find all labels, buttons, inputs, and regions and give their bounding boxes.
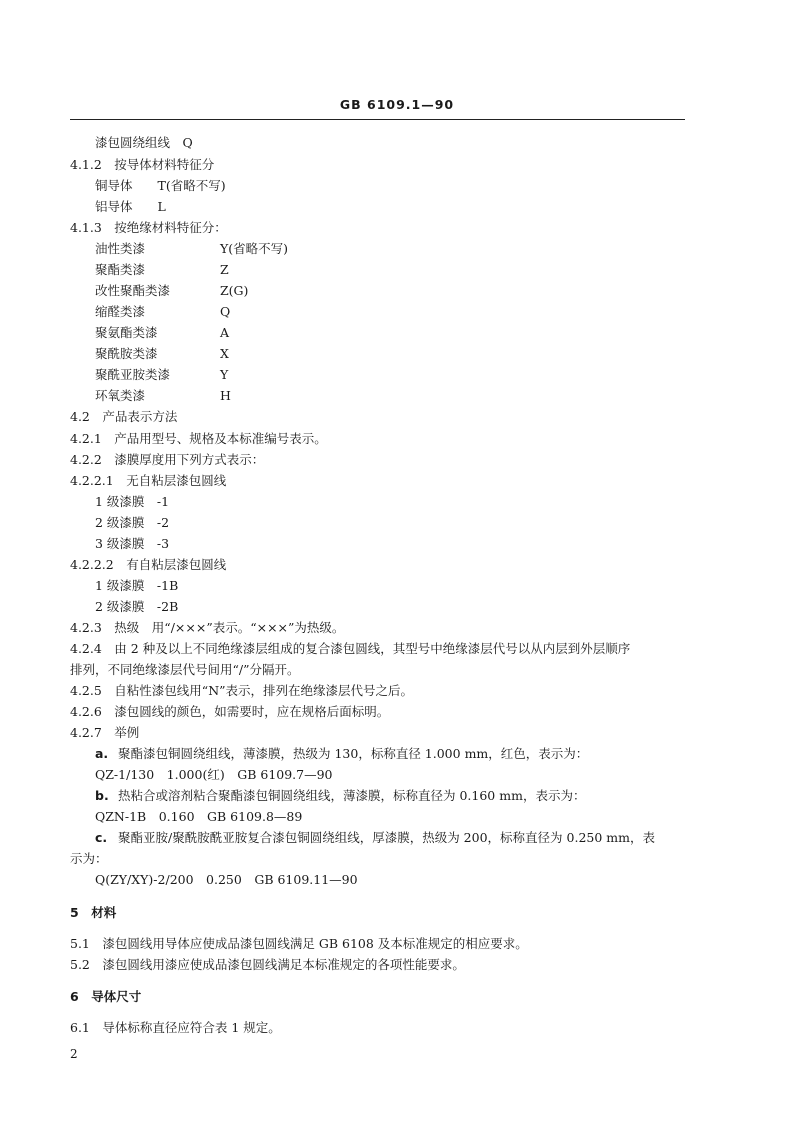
text-line: 1 级漆膜 -1B [95, 578, 179, 593]
text-line: 2 级漆膜 -2 [95, 515, 170, 530]
material-name: 聚氨酯类漆 [95, 325, 158, 340]
example-label: a. [95, 746, 109, 761]
material-name: 聚酰亚胺类漆 [95, 367, 171, 382]
text-line: Q(ZY/XY)-2/200 0.250 GB 6109.11—90 [95, 872, 358, 887]
clause-4-2-5: 4.2.5 自粘性漆包线用“N”表示，排列在绝缘漆层代号之后。 [70, 683, 414, 698]
clause-4-2: 4.2 产品表示方法 [70, 409, 178, 424]
clause-4-2-7: 4.2.7 举例 [70, 725, 140, 740]
example-label: c. [95, 830, 108, 845]
material-name: 油性类漆 [95, 241, 146, 256]
material-code: X [220, 346, 229, 361]
clause-4-2-6: 4.2.6 漆包圆线的颜色，如需要时，应在规格后面标明。 [70, 704, 390, 719]
text-line: 热粘合或溶剂粘合聚酯漆包铜圆绕组线，薄漆膜，标称直径为 0.160 mm，表示为： [118, 788, 586, 803]
text-line: 聚酯亚胺/聚酰胺酰亚胺复合漆包铜圆绕组线，厚漆膜，热级为 200，标称直径为 0.250 mm，表 [118, 830, 655, 845]
material-name: 环氧类漆 [95, 388, 146, 403]
section-heading: 6 导体尺寸 [70, 989, 142, 1004]
material-code: Z(G) [220, 283, 249, 298]
header-rule [70, 119, 685, 120]
text-line: 铜导体 T(省略不写) [95, 178, 226, 193]
clause-4-2-2: 4.2.2 漆膜厚度用下列方式表示： [70, 452, 265, 467]
material-code: H [220, 388, 231, 403]
text-line: QZ-1/130 1.000(红) GB 6109.7—90 [95, 767, 333, 782]
clause-4-1-2: 4.1.2 按导体材料特征分 [70, 157, 215, 172]
material-name: 改性聚酯类漆 [95, 283, 171, 298]
text-line: 2 级漆膜 -2B [95, 599, 179, 614]
text-line: 3 级漆膜 -3 [95, 536, 170, 551]
page-header: GB 6109.1—90 [339, 97, 455, 112]
clause-4-2-4: 4.2.4 由 2 种及以上不同绝缘漆层组成的复合漆包圆线，其型号中绝缘漆层代号以从内层到外层顺序 [70, 641, 631, 656]
text-line: 1 级漆膜 -1 [95, 494, 170, 509]
clause-5-1: 5.1 漆包圆线用导体应使成品漆包圆线满足 GB 6108 及本标准规定的相应要求。 [70, 936, 528, 951]
clause-4-2-2-1: 4.2.2.1 无自粘层漆包圆线 [70, 473, 227, 488]
clause-5-2: 5.2 漆包圆线用漆应使成品漆包圆线满足本标准规定的各项性能要求。 [70, 957, 465, 972]
clause-4-1-3: 4.1.3 按绝缘材料特征分： [70, 220, 227, 235]
material-code: Y(省略不写) [220, 241, 289, 256]
clause-4-2-2-2: 4.2.2.2 有自粘层漆包圆线 [70, 557, 227, 572]
text-line: 铝导体 L [95, 199, 166, 214]
clause-6-1: 6.1 导体标称直径应符合表 1 规定。 [70, 1020, 281, 1035]
clause-4-2-3: 4.2.3 热级 用“/×××”表示。“×××”为热级。 [70, 620, 345, 635]
material-code: Q [220, 304, 231, 319]
text-line: 漆包圆绕组线 Q [95, 135, 193, 150]
material-name: 缩醛类漆 [95, 304, 146, 319]
text-line: 聚酯漆包铜圆绕组线，薄漆膜，热级为 130，标称直径 1.000 mm，红色，表示为： [118, 746, 589, 761]
clause-4-2-1: 4.2.1 产品用型号、规格及本标准编号表示。 [70, 431, 327, 446]
material-code: Z [220, 262, 229, 277]
text-line: QZN-1B 0.160 GB 6109.8—89 [95, 809, 303, 824]
text-line: 示为： [70, 851, 108, 866]
example-label: b. [95, 788, 109, 803]
page-number: 2 [70, 1047, 78, 1061]
material-code: Y [220, 367, 229, 382]
material-name: 聚酰胺类漆 [95, 346, 158, 361]
material-code: A [220, 325, 230, 340]
material-name: 聚酯类漆 [95, 262, 146, 277]
text-line: 排列，不同绝缘漆层代号间用“/”分隔开。 [70, 662, 300, 677]
section-heading: 5 材料 [70, 905, 117, 920]
